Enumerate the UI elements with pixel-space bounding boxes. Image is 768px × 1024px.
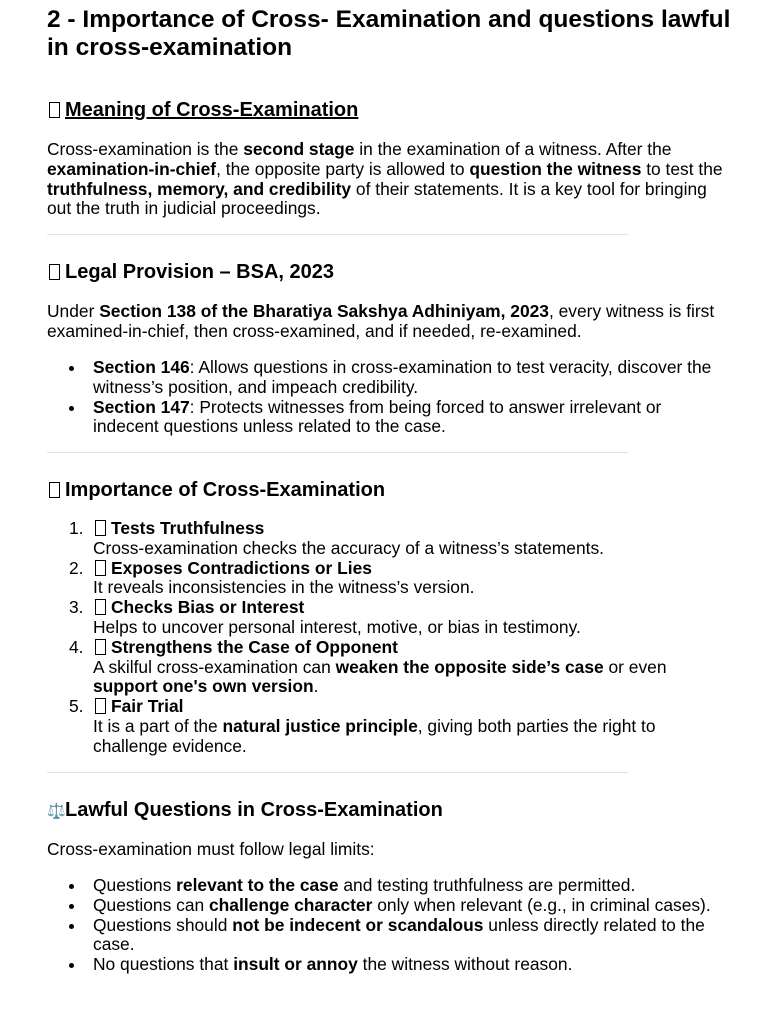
meaning-paragraph: Cross-examination is the second stage in the examination of a witness. After the examination-in-chief, the opposite party is allowed to question the witness to test the truthfulness, memory, and credibility of their statements. It is a key tool for bringing out the truth in judicial proceedings.	[47, 139, 723, 219]
page-title: 2 - Importance of Cross- Examination and questions lawful in cross-examination	[47, 6, 731, 61]
legal-provision-paragraph: Under Section 138 of the Bharatiya Sakshya Adhiniyam, 2023, every witness is first examined-in-chief, then cross-examined, and if needed, re-examined.	[47, 301, 715, 341]
section-heading-importance	[47, 478, 385, 502]
section-heading-legal-provision	[47, 260, 334, 284]
list-item: 3. Checks Bias or Interest Helps to uncover personal interest, motive, or bias in testimony.	[69, 597, 581, 637]
section-heading-text: Lawful Questions in Cross-Examination	[65, 799, 443, 821]
scales-icon: ⚖️	[47, 803, 66, 820]
list-item: No questions that insult or annoy the witness without reason.	[47, 955, 727, 975]
document-icon	[47, 98, 61, 122]
importance-list	[47, 519, 727, 757]
section-heading-lawful-questions	[47, 798, 443, 824]
section-heading-text: Importance of Cross-Examination	[65, 479, 386, 501]
list-item: Questions should not be indecent or scandalous unless directly related to the case.	[47, 916, 727, 956]
section-list	[47, 358, 727, 437]
list-item: Questions can challenge character only when relevant (e.g., in criminal cases).	[47, 896, 727, 916]
muscle-icon	[93, 638, 107, 658]
list-item: Questions relevant to the case and testing truthfulness are permitted.	[47, 876, 727, 896]
magnifier-icon	[93, 559, 107, 579]
section-heading-text: Meaning of Cross-Examination	[65, 99, 359, 121]
divider	[47, 772, 628, 773]
scroll-icon	[47, 260, 61, 284]
list-item: 2. Exposes Contradictions or Lies It reveals inconsistencies in the witness’s version.	[69, 557, 475, 598]
lawful-questions-list	[47, 876, 727, 975]
list-item: 5. Fair Trial It is a part of the natural justice principle, giving both parties the right to challenge evidence.	[69, 696, 656, 756]
handshake-icon	[93, 697, 107, 717]
scale-icon	[93, 598, 107, 618]
list-item: 1. Tests Truthfulness Cross-examination checks the accuracy of a witness’s statements.	[69, 518, 604, 558]
section-heading-meaning	[47, 98, 358, 122]
section-heading-text: Legal Provision – BSA, 2023	[65, 261, 334, 283]
lawful-intro: Cross-examination must follow legal limits:	[47, 839, 375, 859]
check-icon	[93, 519, 107, 539]
target-icon	[47, 478, 61, 502]
list-item: Section 146: Allows questions in cross-examination to test veracity, discover the witness’s position, and impeach credibility.	[47, 358, 727, 398]
list-item: 4. Strengthens the Case of Opponent A skilful cross-examination can weaken the opposite side’s case or even support one's own version.	[69, 636, 667, 697]
divider	[47, 234, 628, 235]
divider	[47, 452, 628, 453]
list-item: Section 147: Protects witnesses from being forced to answer irrelevant or indecent questions unless related to the case.	[47, 398, 727, 438]
